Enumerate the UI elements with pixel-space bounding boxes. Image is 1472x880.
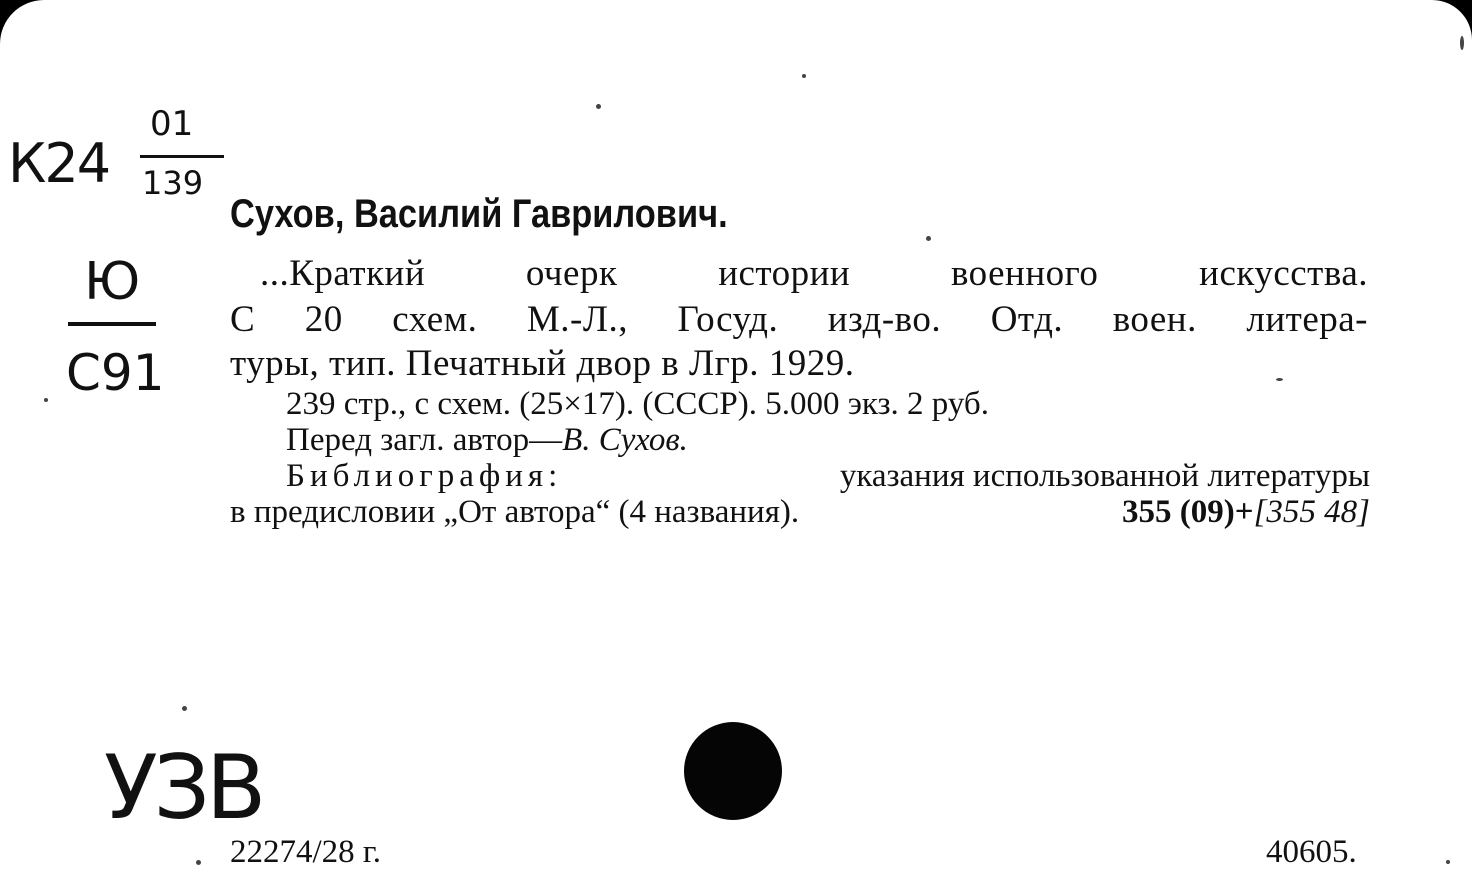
title-line-1: ...Краткий очерк истории военного искусства. [260,253,1368,294]
scan-speck [1276,378,1283,381]
scan-speck [596,104,601,109]
bibliography-line-2 [230,494,1370,531]
shelfmark-denominator: 139 [142,164,204,202]
collation-line: 239 стр., с схем. (25×17). (СССР). 5.000 экз. 2 руб. [286,386,989,422]
scan-speck [926,236,931,241]
scan-speck [196,860,201,865]
scan-speck [802,74,806,78]
secondary-mark-line [68,322,156,326]
shelfmark-main: К24 [8,132,110,195]
bibliography-label: Библиография: [286,458,563,494]
secondary-mark-bottom: С91 [66,344,165,402]
bibliography-line-1 [286,458,1370,495]
scan-speck [1446,860,1450,864]
secondary-mark-top: Ю [84,252,141,312]
shelfmark-fraction-line [140,155,224,158]
record-number: 22274/28 г. [230,834,381,870]
author-heading: Сухов, Василий Гаврилович. [230,192,728,236]
title-line-2: С 20 схем. М.-Л., Госуд. изд-во. Отд. воен. литера- [230,299,1368,340]
shelfmark-numerator: 01 [150,104,194,144]
card-number: 40605. [1266,834,1357,870]
scan-speck [182,706,187,711]
bibliography-text-1: указания использованной литературы [839,458,1370,494]
classification-main: 355 (09)+ [1122,494,1254,530]
author-note-prefix: Перед загл. автор— [286,422,563,458]
title-line-3: туры, тип. Печатный двор в Лгр. 1929. [230,343,855,384]
punch-hole [684,722,782,820]
classification [1122,494,1370,531]
author-note [286,422,688,459]
bibliography-text-2: в предисловии „От автора“ (4 названия). [230,494,800,530]
scan-speck [44,398,48,402]
location-mark: УЗВ [104,736,263,839]
classification-bracket: [355 48] [1253,494,1370,530]
scan-speck [1460,36,1464,50]
author-note-name: В. Сухов. [562,422,688,458]
